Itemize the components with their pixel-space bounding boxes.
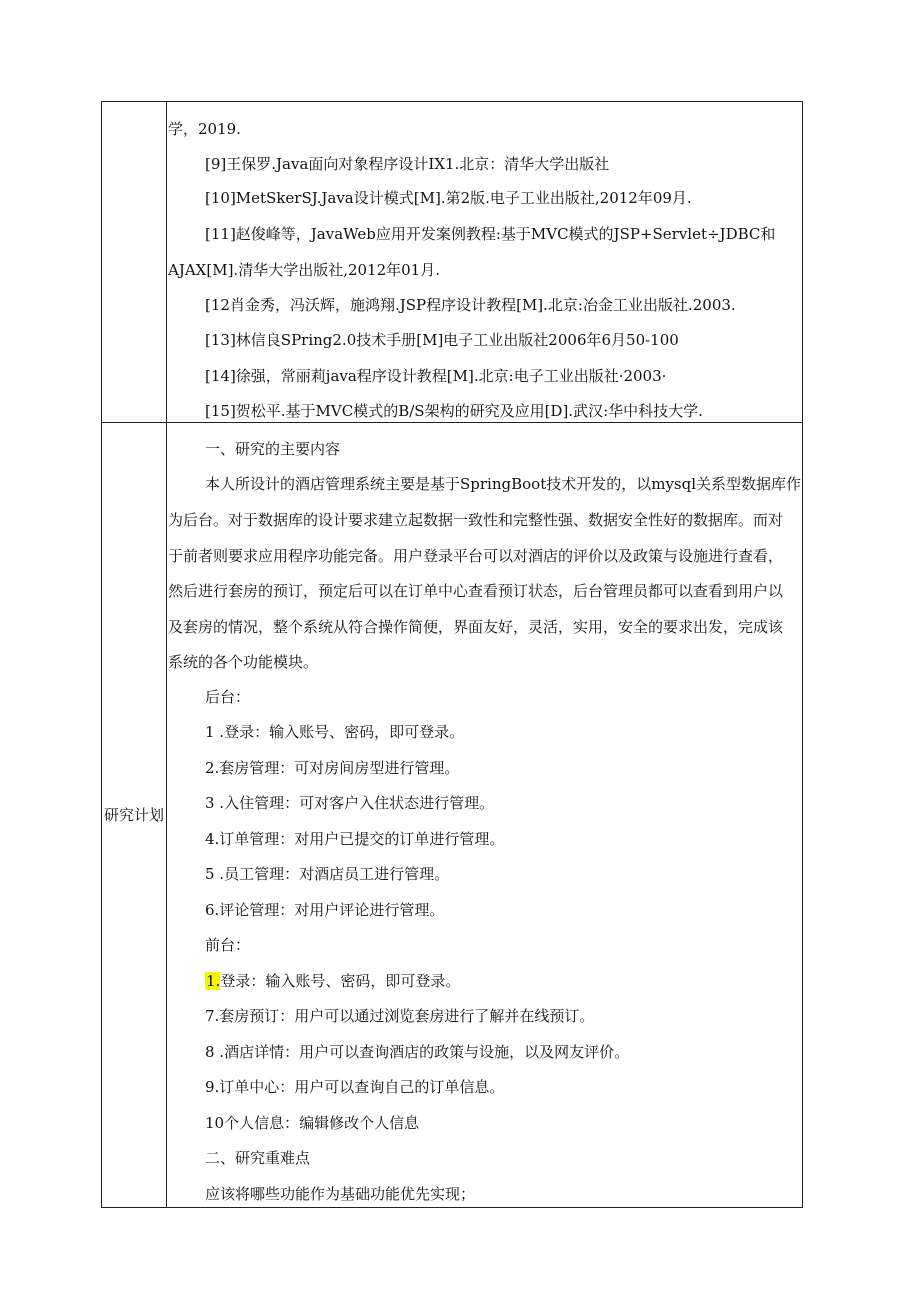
paragraph-line: 本人所设计的酒店管理系统主要是基于SpringBoot技术开发的，以mysql关系型数据库作 [205,475,802,493]
subsection-heading: 前台： [205,936,251,954]
reference-line: AJAX[M].清华大学出版社,2012年01月. [168,261,440,279]
reference-line: [14]徐强，常丽莉java程序设计教程[M].北京:电子工业出版社·2003· [205,367,667,385]
list-item [205,971,460,991]
subsection-heading: 后台： [205,688,251,706]
reference-line: 学，2019. [168,120,241,138]
paragraph-line: 及套房的情况，整个系统从符合操作简便，界面友好，灵活，实用，安全的要求出发，完成该 [168,618,784,636]
list-item: 5 .员工管理：对酒店员工进行管理。 [205,865,450,883]
section-heading: 二、研究重难点 [205,1149,311,1167]
document-table [101,101,803,1208]
list-item: 7.套房预订：用户可以通过浏览套房进行了解并在线预订。 [205,1007,595,1025]
paragraph-line: 于前者则要求应用程序功能完备。用户登录平台可以对酒店的评价以及政策与设施进行查看， [168,547,784,565]
paragraph-line: 应该将哪些功能作为基础功能优先实现； [205,1185,476,1203]
list-item-text: 登录：输入账号、密码，即可登录。 [220,972,461,990]
reference-line: [10]MetSkerSJ.Java设计模式[M].第2版.电子工业出版社,2012年09月. [205,189,692,207]
paragraph-line: 为后台。对于数据库的设计要求建立起数据一致性和完整性强、数据安全性好的数据库。而对 [168,511,784,529]
reference-line: [11]赵俊峰等，JavaWeb应用开发案例教程:基于MVC模式的JSP+Servlet÷JDBC和 [205,225,776,243]
section-label: 研究计划 [104,806,165,824]
reference-line: [15]贺松平.基于MVC模式的B/S架构的研究及应用[D].武汉:华中科技大学. [205,402,703,420]
reference-line: [13]林信良SPring2.0技术手册[M]电子工业出版社2006年6月50-100 [205,331,679,349]
reference-line: [9]王保罗.Java面向对象程序设计IX1.北京：清华大学出版社 [205,155,610,173]
list-item: 10个人信息：编辑修改个人信息 [205,1114,420,1132]
paragraph-line: 然后进行套房的预订，预定后可以在订单中心查看预订状态，后台管理员都可以查看到用户以 [168,582,784,600]
list-item: 4.订单管理：对用户已提交的订单进行管理。 [205,830,505,848]
list-item: 3 .入住管理：可对客户入住状态进行管理。 [205,794,495,812]
reference-line: [12肖金秀，冯沃辉，施鸿翔.JSP程序设计教程[M].北京:冶金工业出版社.2003. [205,296,736,314]
list-item: 6.评论管理：对用户评论进行管理。 [205,901,445,919]
highlighted-number: 1. [206,972,221,990]
list-item: 8 .酒店详情：用户可以查询酒店的政策与设施，以及网友评价。 [205,1043,630,1061]
list-item: 1 .登录：输入账号、密码，即可登录。 [205,723,465,741]
paragraph-line: 系统的各个功能模块。 [168,653,319,671]
list-item: 2.套房管理：可对房间房型进行管理。 [205,759,460,777]
row-divider [102,422,802,423]
section-heading: 一、研究的主要内容 [205,440,341,458]
list-item: 9.订单中心：用户可以查询自己的订单信息。 [205,1078,505,1096]
column-divider [166,102,167,1207]
